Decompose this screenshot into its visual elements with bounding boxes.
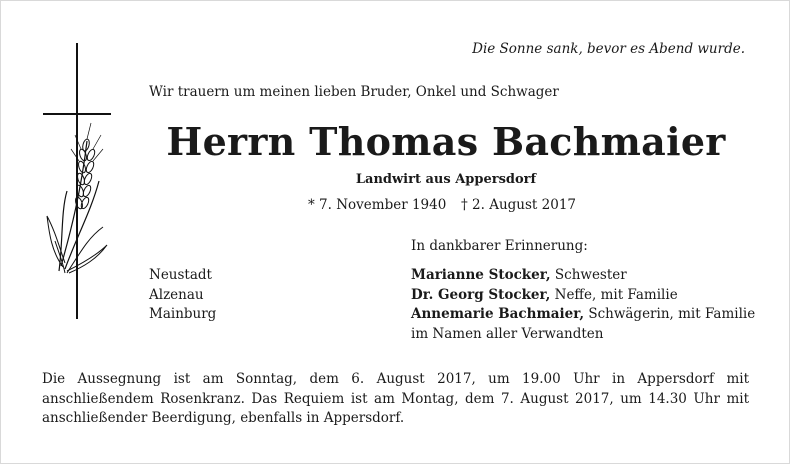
mourner-row bbox=[411, 286, 755, 306]
memory-heading: In dankbarer Erinnerung: bbox=[411, 238, 588, 254]
mourner-row bbox=[411, 325, 755, 345]
places-list bbox=[149, 266, 216, 325]
place: Alzenau bbox=[149, 286, 204, 303]
death-date: † 2. August 2017 bbox=[461, 197, 576, 213]
place: Mainburg bbox=[149, 306, 217, 322]
occupation: Landwirt aus Appersdorf bbox=[355, 172, 537, 187]
deceased-name: Herrn Thomas Bachmaier bbox=[166, 119, 726, 164]
mourner-relation: Schwägerin, mit Familie bbox=[584, 306, 756, 322]
mourner-row bbox=[411, 266, 755, 286]
mourner-name: Marianne Stocker, bbox=[411, 267, 551, 283]
service-text: Die Aussegnung ist am Sonntag, dem 6. August 2017, um 19.00 Uhr in Appersdorf mit anschließendem Rosenkranz. Das Requiem ist am Montag, dem 7. August 2017, um 14.30 Uhr mit anschließender Beerdigung, ebenfalls in Appersdorf. bbox=[42, 371, 749, 426]
birth-date: * 7. November 1940 bbox=[308, 197, 447, 213]
mourner-name: Dr. Georg Stocker, bbox=[411, 286, 551, 303]
mourner-relation: Schwester bbox=[550, 267, 627, 283]
mourner-relation: Neffe, mit Familie bbox=[550, 286, 678, 303]
mourner-relation: im Namen aller Verwandten bbox=[411, 325, 604, 342]
mourners-list bbox=[411, 266, 755, 344]
mourner-name: Annemarie Bachmaier, bbox=[411, 306, 585, 322]
place: Neustadt bbox=[149, 267, 212, 283]
intro-text: Wir trauern um meinen lieben Bruder, Onkel und Schwager bbox=[149, 84, 559, 100]
mourner-row bbox=[411, 305, 755, 325]
motto: Die Sonne sank, bevor es Abend wurde. bbox=[472, 41, 745, 57]
